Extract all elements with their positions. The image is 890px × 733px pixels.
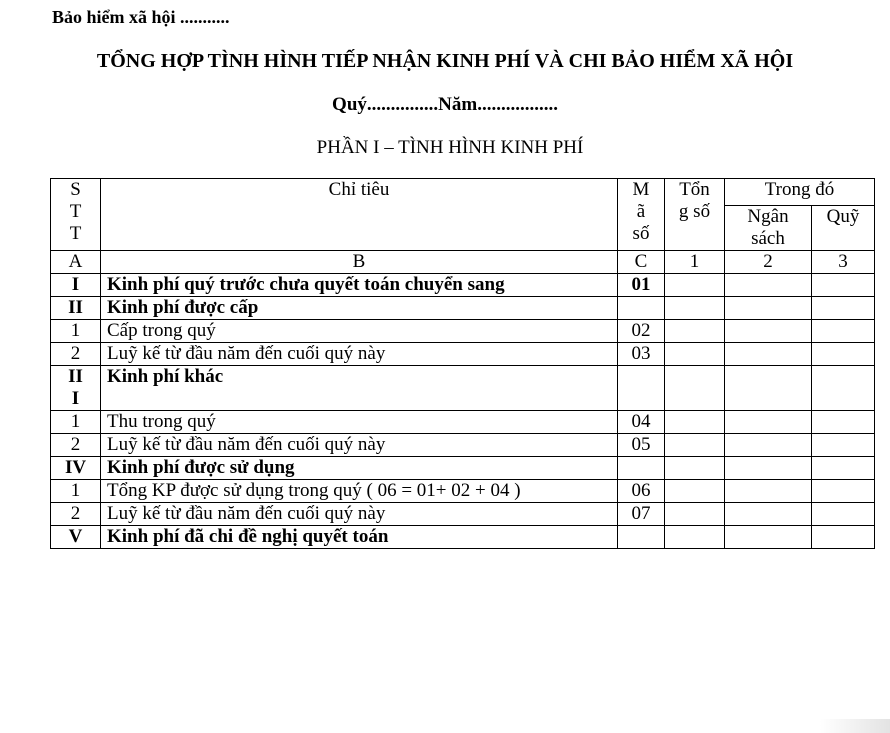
row-quy	[812, 526, 875, 549]
row-ngan-sach	[725, 274, 812, 297]
row-ngan-sach	[725, 526, 812, 549]
row-label: Tổng KP được sử dụng trong quý ( 06 = 01+ 02 + 04 )	[101, 480, 618, 503]
row-label: Kinh phí được cấp	[101, 297, 618, 320]
row-stt: 2	[51, 503, 101, 526]
table-row	[51, 274, 875, 297]
row-tong-so	[665, 274, 725, 297]
row-code: 02	[618, 320, 665, 343]
row-ngan-sach	[725, 366, 812, 411]
organization-line: Bảo hiểm xã hội ...........	[52, 7, 230, 27]
row-ngan-sach	[725, 411, 812, 434]
row-ngan-sach	[725, 480, 812, 503]
header-tong-so: Tổn g số	[665, 179, 725, 251]
row-stt: 1	[51, 411, 101, 434]
letter-b: B	[101, 251, 618, 274]
row-stt: 2	[51, 343, 101, 366]
table-row	[51, 503, 875, 526]
row-tong-so	[665, 503, 725, 526]
row-ngan-sach	[725, 503, 812, 526]
letter-3: 3	[812, 251, 875, 274]
page-edge-shadow	[820, 719, 890, 733]
funding-table	[50, 178, 875, 549]
row-tong-so	[665, 434, 725, 457]
column-letters-row	[51, 251, 875, 274]
row-tong-so	[665, 320, 725, 343]
row-label: Kinh phí quý trước chưa quyết toán chuyển sang	[101, 274, 618, 297]
row-code: 05	[618, 434, 665, 457]
report-title: TỔNG HỢP TÌNH HÌNH TIẾP NHẬN KINH PHÍ VÀ CHI BẢO HIỂM XÃ HỘI	[96, 50, 794, 72]
header-stt: S T T	[51, 179, 101, 251]
row-quy	[812, 320, 875, 343]
row-stt: IV	[51, 457, 101, 480]
row-stt: 1	[51, 320, 101, 343]
row-label: Luỹ kế từ đầu năm đến cuối quý này	[101, 434, 618, 457]
row-code: 04	[618, 411, 665, 434]
row-tong-so	[665, 457, 725, 480]
row-quy	[812, 480, 875, 503]
row-label: Luỹ kế từ đầu năm đến cuối quý này	[101, 503, 618, 526]
letter-c: C	[618, 251, 665, 274]
table-row	[51, 366, 875, 411]
row-code	[618, 297, 665, 320]
table-row	[51, 411, 875, 434]
row-stt: 1	[51, 480, 101, 503]
header-chi-tieu: Chỉ tiêu	[101, 179, 618, 251]
table-row	[51, 343, 875, 366]
row-quy	[812, 457, 875, 480]
row-code	[618, 457, 665, 480]
header-trong-do: Trong đó	[725, 179, 875, 206]
row-tong-so	[665, 411, 725, 434]
header-row	[51, 179, 875, 206]
row-ngan-sach	[725, 343, 812, 366]
row-code: 07	[618, 503, 665, 526]
row-quy	[812, 503, 875, 526]
row-ngan-sach	[725, 457, 812, 480]
table-row	[51, 480, 875, 503]
part-heading: PHẦN I – TÌNH HÌNH KINH PHÍ	[316, 137, 584, 158]
row-quy	[812, 297, 875, 320]
row-stt: II I	[51, 366, 101, 411]
row-label: Cấp trong quý	[101, 320, 618, 343]
letter-1: 1	[665, 251, 725, 274]
row-quy	[812, 434, 875, 457]
row-ngan-sach	[725, 297, 812, 320]
row-tong-so	[665, 480, 725, 503]
header-quy: Quỹ	[812, 206, 875, 251]
report-period: Quý...............Năm.................	[332, 94, 558, 115]
table-row	[51, 434, 875, 457]
row-stt: V	[51, 526, 101, 549]
row-code	[618, 366, 665, 411]
row-label: Thu trong quý	[101, 411, 618, 434]
header-ngan-sach: Ngân sách	[725, 206, 812, 251]
row-label: Kinh phí khác	[101, 366, 618, 411]
row-label: Luỹ kế từ đầu năm đến cuối quý này	[101, 343, 618, 366]
row-tong-so	[665, 297, 725, 320]
header-ma-so: M ã số	[618, 179, 665, 251]
row-tong-so	[665, 343, 725, 366]
row-tong-so	[665, 366, 725, 411]
row-quy	[812, 274, 875, 297]
row-code: 01	[618, 274, 665, 297]
row-stt: 2	[51, 434, 101, 457]
table-row	[51, 320, 875, 343]
table-row	[51, 297, 875, 320]
row-stt: II	[51, 297, 101, 320]
row-label: Kinh phí được sử dụng	[101, 457, 618, 480]
row-code: 03	[618, 343, 665, 366]
table-row	[51, 526, 875, 549]
row-stt: I	[51, 274, 101, 297]
row-quy	[812, 366, 875, 411]
row-ngan-sach	[725, 320, 812, 343]
row-ngan-sach	[725, 434, 812, 457]
row-quy	[812, 411, 875, 434]
row-code: 06	[618, 480, 665, 503]
row-label: Kinh phí đã chi đề nghị quyết toán	[101, 526, 618, 549]
table-row	[51, 457, 875, 480]
row-quy	[812, 343, 875, 366]
row-code	[618, 526, 665, 549]
letter-a: A	[51, 251, 101, 274]
row-tong-so	[665, 526, 725, 549]
letter-2: 2	[725, 251, 812, 274]
